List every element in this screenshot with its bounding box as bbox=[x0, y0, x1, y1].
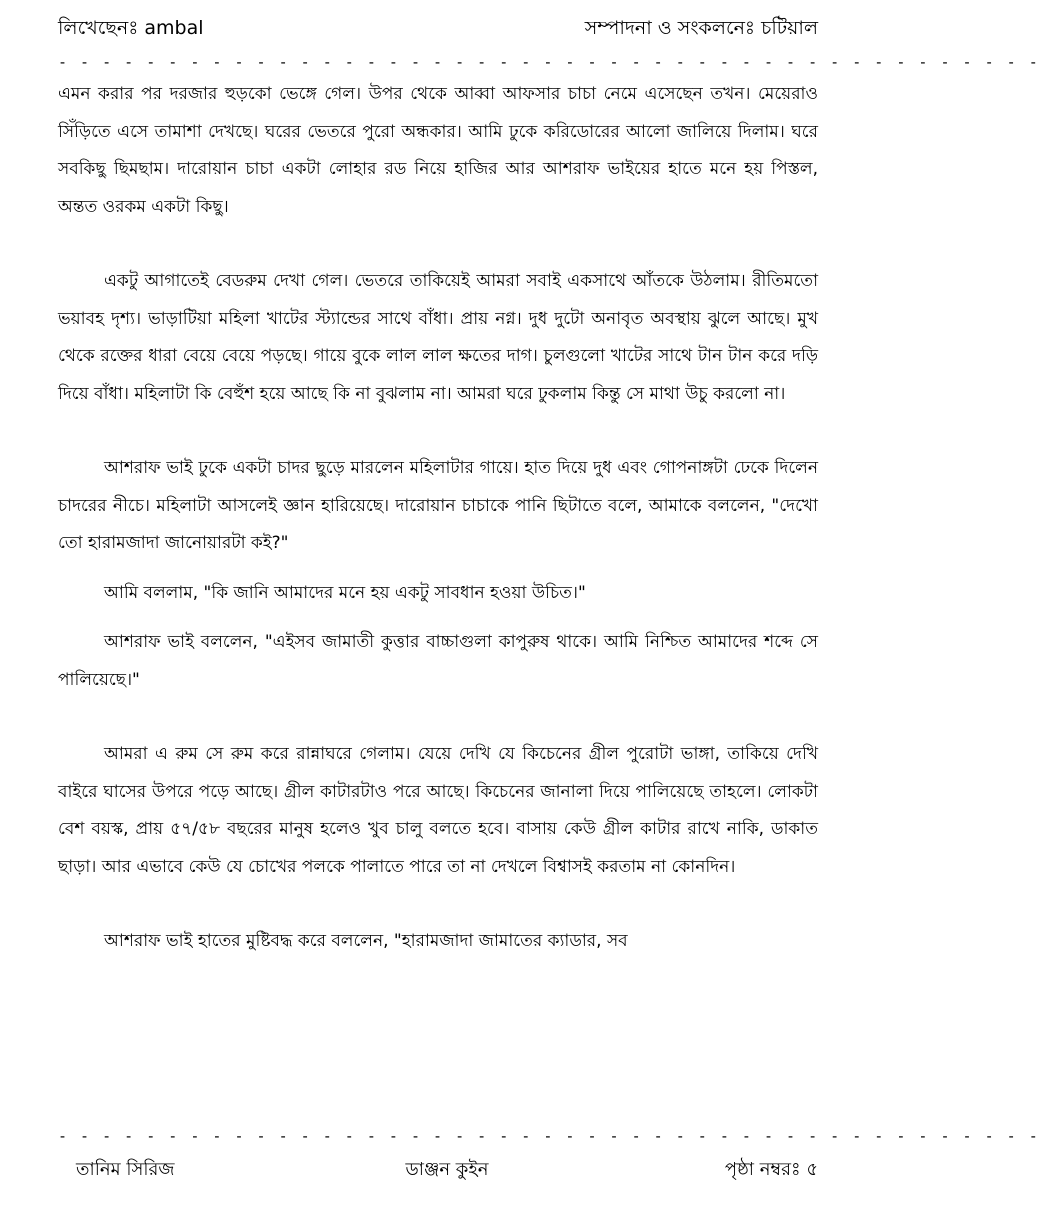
author-credit: লিখেছেনঃ ambal bbox=[58, 17, 204, 39]
paragraph-3: আশরাফ ভাই ঢুকে একটা চাদর ছুড়ে মারলেন মহিলাটার গায়ে। হাত দিয়ে দুধ এবং গোপনাঙ্গটা ঢেকে দিলেন চাদরের নীচে। মহিলাটা আসলেই জ্ঞান হারিয়েছে। দারোয়ান চাচাকে পানি ছিটাতে বলে, আমাকে বললেন, "দেখো তো হারামজাদা জানোয়ারটা কই?" bbox=[58, 458, 818, 553]
header-separator: - - - - - - - - - - - - - - - - - - - - - - - - - - - - - - - - - - - - - - - - - - - - - bbox=[58, 53, 1040, 71]
editor-credit: সম্পাদনা ও সংকলনেঃ চটিয়াল bbox=[584, 17, 818, 39]
story-title: ডাঞ্জন কুইন bbox=[405, 1159, 489, 1180]
paragraph-7: আশরাফ ভাই হাতের মুষ্টিবদ্ধ করে বললেন, "হারামজাদা জামাতের ক্যাডার, সব bbox=[104, 931, 628, 951]
paragraph-1: এমন করার পর দরজার হুড়কো ভেঙ্গে গেল। উপর থেকে আব্বা আফসার চাচা নেমে এসেছেন তখন। মেয়েরাও সিঁড়িতে এসে তামাশা দেখছে। ঘরের ভেতরে পুরো অন্ধকার। আমি ঢুকে করিডোরের আলো জালিয়ে দিলাম। ঘরে সবকিছু ছিমছাম। দারোয়ান চাচা একটা লোহার রড নিয়ে হাজির আর আশরাফ ভাইয়ের হাতে মনে হয় পিস্তল, অন্তত ওরকম একটা কিছু। bbox=[58, 84, 818, 217]
page-header bbox=[58, 12, 818, 48]
story-body bbox=[58, 76, 818, 961]
paragraph-2: একটু আগাতেই বেডরুম দেখা গেল। ভেতরে তাকিয়েই আমরা সবাই একসাথে আঁতকে উঠলাম। রীতিমতো ভয়াবহ দৃশ্য। ভাড়াটিয়া মহিলা খাটের স্ট্যান্ডের সাথে বাঁধা। প্রায় নগ্ন। দুধ দুটো অনাবৃত অবস্থায় ঝুলে আছে। মুখ থেকে রক্তের ধারা বেয়ে বেয়ে পড়ছে। গায়ে বুকে লাল লাল ক্ষতের দাগ। চুলগুলো খাটের সাথে টান টান করে দড়ি দিয়ে বাঁধা। মহিলাটা কি বেহুঁশ হয়ে আছে কি না বুঝলাম না। আমরা ঘরে ঢুকলাম কিন্তু সে মাথা উচু করলো না। bbox=[58, 271, 818, 404]
paragraph-5: আশরাফ ভাই বললেন, "এইসব জামাতী কুত্তার বাচ্চাগুলা কাপুরুষ থাকে। আমি নিশ্চিত আমাদের শব্দে সে পালিয়েছে।" bbox=[58, 632, 818, 690]
page-footer bbox=[76, 1152, 818, 1188]
footer-separator: - - - - - - - - - - - - - - - - - - - - - - - - - - - - - - - - - - - - - - - - - - - - - bbox=[58, 1127, 1040, 1145]
page-number: পৃষ্ঠা নম্বরঃ ৫ bbox=[724, 1158, 818, 1180]
paragraph-6: আমরা এ রুম সে রুম করে রান্নাঘরে গেলাম। যেয়ে দেখি যে কিচেনের গ্রীল পুরোটা ভাঙ্গা, তাকিয়ে দেখি বাইরে ঘাসের উপরে পড়ে আছে। গ্রীল কাটারটাও পরে আছে। কিচেনের জানালা দিয়ে পালিয়েছে তাহলে। লোকটা বেশ বয়স্ক, প্রায় ৫৭/৫৮ বছরের মানুষ হলেও খুব চালু বলতে হবে। বাসায় কেউ গ্রীল কাটার রাখে নাকি, ডাকাত ছাড়া। আর এভাবে কেউ যে চোখের পলকে পালাতে পারে তা না দেখলে বিশ্বাসই করতাম না কোনদিন। bbox=[58, 744, 818, 877]
series-name: তানিম সিরিজ bbox=[76, 1158, 175, 1180]
paragraph-4: আমি বললাম, "কি জানি আমাদের মনে হয় একটু সাবধান হওয়া উচিত।" bbox=[104, 582, 586, 603]
